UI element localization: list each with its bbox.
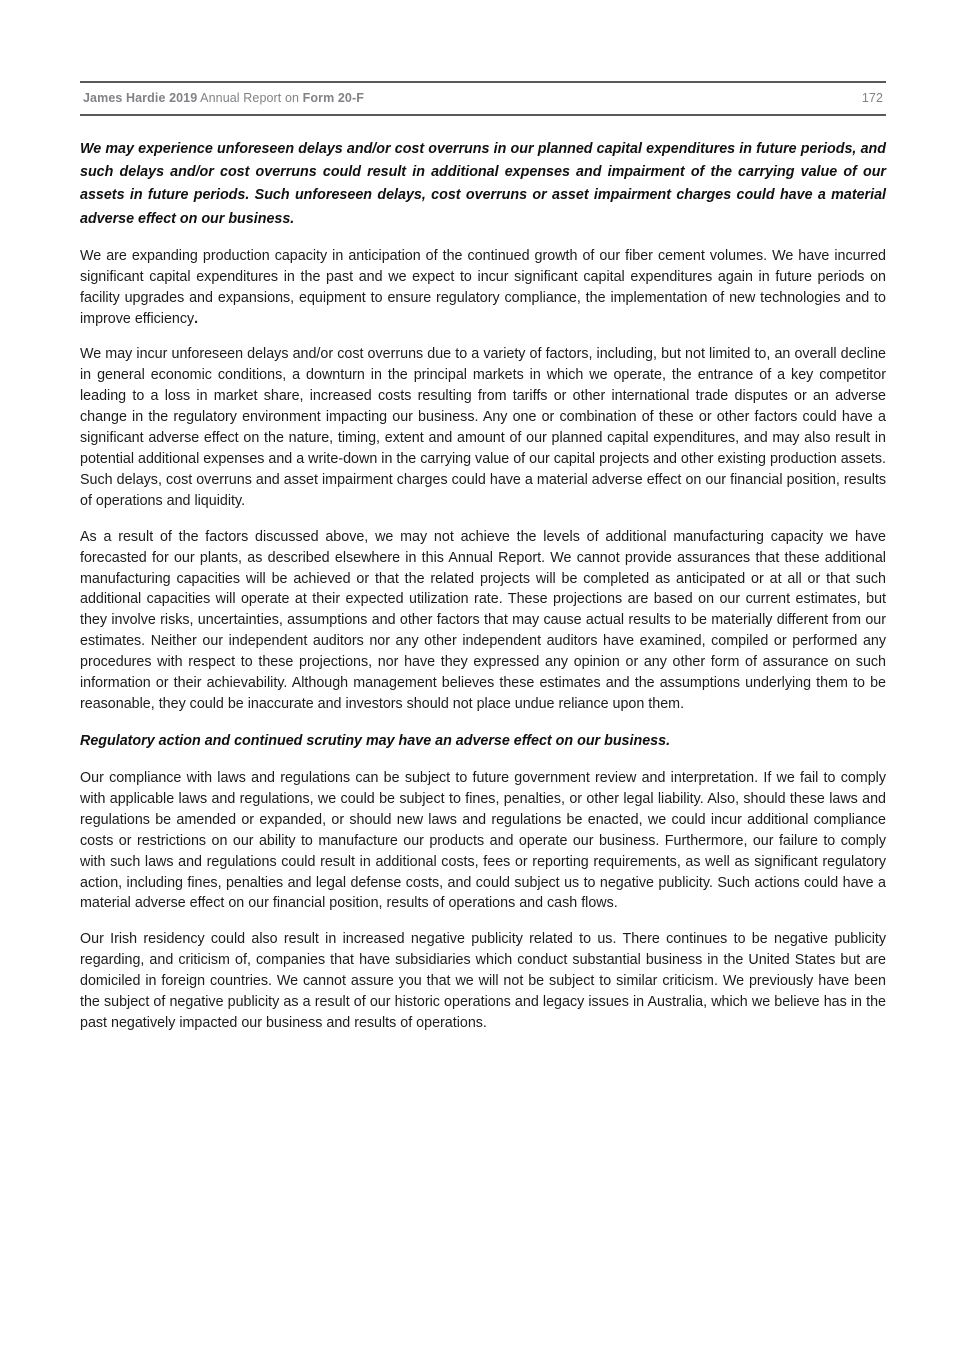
paragraph-production-capacity xyxy=(80,246,886,330)
report-title-company: James Hardie 2019 xyxy=(83,91,198,105)
paragraph-compliance-laws: Our compliance with laws and regulations can be subject to future government review and interpretation. If we fail to comply with applicable laws and regulations, we could be subject to fines, penalties, or other legal liability. Also, should these laws and regulations be amended or expanded, or should new laws and regulations be enacted, we could incur additional compliance costs or restrictions on our ability to manufacture our products and operate our business. Furthermore, our failure to comply with such laws and regulations could result in additional costs, fees or reporting requirements, as well as significant regulatory action, including fines, penalties and legal defense costs, and could subject us to negative publicity. Such actions could have a material adverse effect on our financial position, results of operations and cash flows. xyxy=(80,770,886,912)
document-body xyxy=(80,116,886,1034)
paragraph-delay-factors: We may incur unforeseen delays and/or cost overruns due to a variety of factors, including, but not limited to, an overall decline in general economic conditions, a downturn in the principal markets in which we operate, the entrance of a key competitor leading to a loss in market share, increased costs resulting from tariffs or other international trade disputes or an adverse change in the regulatory environment impacting our business. Any one or combination of these or other factors could have a significant adverse effect on the nature, timing, extent and amount of our planned capital expenditures, and may also result in potential additional expenses and a write-down in the carrying value of our capital projects and other existing production assets. Such delays, cost overruns and asset impairment charges could have a material adverse effect on our financial position, results of operations and liquidity. xyxy=(80,346,886,509)
report-title-form: Form 20-F xyxy=(302,91,364,105)
paragraph-manufacturing-projections: As a result of the factors discussed above, we may not achieve the levels of additional manufacturing capacity we have forecasted for our plants, as described elsewhere in this Annual Report. We cannot provide assurances that these additional manufacturing capacities will be achieved or that the related projects will be completed as anticipated or at all or that such additional capacities will operate at their expected utilization rate. These projections are based on our current estimates, but they involve risks, uncertainties, assumptions and other factors that may cause actual results to be materially different from our estimates. Neither our independent auditors nor any other independent auditors have examined, compiled or performed any procedures with respect to these projections, nor have they expressed any opinion or any other form of assurance on such information or their achievability. Although management believes these estimates and the assumptions underlying them to be reasonable, they could be inaccurate and investors should not place undue reliance upon them. xyxy=(80,528,886,712)
risk-factor-heading-capital-expenditures: We may experience unforeseen delays and/or cost overruns in our planned capital expenditures in future periods, and such delays and/or cost overruns could result in additional expenses and impairment of the carrying value of our assets in future periods. Such unforeseen delays, cost overruns or asset impairment charges could have a material adverse effect on our business. xyxy=(80,141,886,227)
paragraph-irish-residency: Our Irish residency could also result in increased negative publicity related to us. There continues to be negative publicity regarding, and criticism of, companies that have subsidiaries which conduct substantial business in the United States but are domiciled in foreign countries. We cannot assure you that we will not be subject to similar criticism. We previously have been the subject of negative publicity as a result of our historic operations and legacy issues in Australia, which we believe has in the past negatively impacted our business and results of operations. xyxy=(80,931,886,1032)
paragraph-production-capacity-text: We are expanding production capacity in anticipation of the continued growth of our fiber cement volumes. We have incurred significant capital expenditures in the past and we expect to incur significant capital expenditures again in future periods on facility upgrades and expansions, equipment to ensure regulatory compliance, the implementation of new technologies and to improve efficiency xyxy=(80,247,886,327)
report-title xyxy=(83,91,364,105)
page-number: 172 xyxy=(861,91,883,105)
paragraph-production-capacity-period: . xyxy=(194,310,199,327)
risk-factor-heading-regulatory-action: Regulatory action and continued scrutiny may have an adverse effect on our business. xyxy=(80,732,671,749)
report-title-middle: Annual Report on xyxy=(197,91,303,105)
page-header xyxy=(80,81,886,116)
